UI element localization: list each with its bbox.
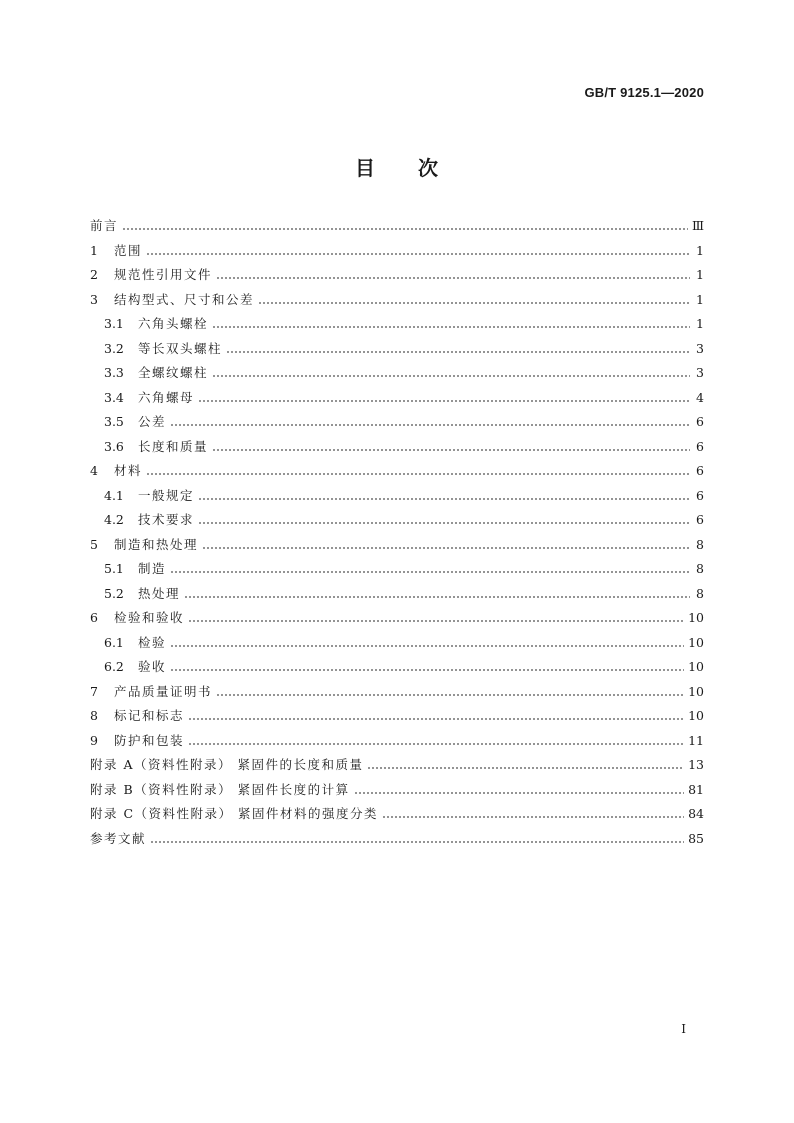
toc-entry[interactable]: [90, 386, 704, 411]
toc-entry[interactable]: [90, 263, 704, 288]
toc-entry-label: 验收: [138, 659, 167, 674]
toc-entry-label: 制造和热处理: [114, 536, 199, 552]
toc-entry-page: 10: [688, 610, 704, 625]
toc-leader-dots: [212, 449, 690, 451]
standard-code: GB/T 9125.1—2020: [584, 85, 704, 100]
toc-entry-number: 3.6: [104, 438, 124, 454]
toc-entry-label: 防护和包装: [114, 732, 185, 748]
toc-entry-label: 附录 A（资料性附录） 紧固件的长度和质量: [90, 757, 364, 772]
toc-entry-page: 6: [696, 487, 704, 503]
toc-entry-label: 热处理: [138, 585, 181, 601]
toc-leader-dots: [382, 816, 684, 818]
toc-entry-page: 10: [688, 708, 704, 723]
toc-leader-dots: [198, 522, 690, 524]
toc-entry-page: 8: [696, 536, 704, 552]
toc-entry-number: 5: [90, 536, 98, 552]
toc-entry[interactable]: [90, 704, 704, 729]
toc-entry-number: 4: [90, 463, 98, 478]
toc-entry[interactable]: [90, 655, 704, 680]
toc-entry-number: 3.2: [104, 340, 124, 356]
toc-entry-page: 8: [696, 561, 704, 576]
toc-entry-page: 6: [696, 512, 704, 527]
toc-entry[interactable]: [90, 631, 704, 656]
toc-entry-number: 4.2: [104, 512, 124, 527]
toc-entry[interactable]: [90, 778, 704, 803]
toc-entry-page: Ⅲ: [691, 218, 704, 233]
toc-entry-label: 材料: [114, 463, 143, 478]
toc-leader-dots: [184, 596, 690, 598]
toc-entry-number: 3.5: [104, 414, 124, 429]
toc-entry-page: 8: [696, 585, 704, 601]
toc-entry[interactable]: [90, 435, 704, 460]
toc-entry[interactable]: [90, 508, 704, 533]
toc-entry-page: 3: [696, 365, 704, 380]
toc-entry[interactable]: [90, 337, 704, 362]
toc-leader-dots: [198, 498, 690, 500]
toc-entry-number: 3: [90, 291, 98, 307]
toc-entry-page: 85: [688, 830, 704, 846]
toc-entry-page: 6: [696, 463, 704, 478]
toc-entry[interactable]: [90, 582, 704, 607]
toc-entry-label: 检验: [138, 634, 167, 650]
toc-entry-number: 9: [90, 732, 98, 748]
toc-entry[interactable]: [90, 729, 704, 754]
toc-entry[interactable]: [90, 410, 704, 435]
toc-leader-dots: [170, 571, 690, 573]
toc-entry-page: 4: [696, 389, 704, 405]
toc-title: [0, 152, 794, 181]
toc-list: [90, 214, 704, 851]
toc-entry[interactable]: [90, 214, 704, 239]
toc-leader-dots: [122, 228, 688, 230]
toc-entry[interactable]: [90, 753, 704, 778]
toc-entry[interactable]: [90, 606, 704, 631]
toc-entry-label: 六角头螺栓: [138, 316, 209, 331]
toc-entry[interactable]: [90, 239, 704, 264]
toc-entry-page: 81: [688, 781, 704, 797]
toc-leader-dots: [354, 792, 684, 794]
toc-entry-number: 1: [90, 242, 98, 258]
toc-entry-label: 附录 C（资料性附录） 紧固件材料的强度分类: [90, 806, 379, 821]
toc-entry-number: 6.1: [104, 634, 124, 650]
toc-entry-page: 1: [696, 291, 704, 307]
toc-entry-label: 范围: [114, 242, 143, 258]
toc-entry[interactable]: [90, 557, 704, 582]
toc-entry-number: 2: [90, 267, 98, 282]
toc-entry-label: 检验和验收: [114, 610, 185, 625]
toc-entry-label: 一般规定: [138, 487, 195, 503]
toc-leader-dots: [258, 302, 690, 304]
toc-entry[interactable]: [90, 802, 704, 827]
toc-entry-page: 13: [688, 757, 704, 772]
toc-entry-number: 4.1: [104, 487, 124, 503]
toc-entry[interactable]: [90, 459, 704, 484]
toc-entry-label: 产品质量证明书: [114, 683, 213, 699]
toc-entry-label: 规范性引用文件: [114, 267, 213, 282]
toc-entry-label: 技术要求: [138, 512, 195, 527]
toc-leader-dots: [216, 277, 690, 279]
toc-entry-page: 11: [688, 732, 704, 748]
toc-entry-label: 标记和标志: [114, 708, 185, 723]
toc-title-part1: 目: [355, 156, 376, 180]
toc-entry-number: 5.1: [104, 561, 124, 576]
toc-leader-dots: [170, 424, 690, 426]
toc-entry-page: 10: [688, 659, 704, 674]
toc-leader-dots: [170, 669, 684, 671]
toc-entry-label: 六角螺母: [138, 389, 195, 405]
toc-entry[interactable]: [90, 484, 704, 509]
toc-entry-number: 7: [90, 683, 98, 699]
toc-entry-page: 1: [696, 316, 704, 331]
toc-entry-page: 10: [688, 634, 704, 650]
toc-entry-page: 3: [696, 340, 704, 356]
page-number: I: [681, 1022, 686, 1036]
toc-entry-label: 结构型式、尺寸和公差: [114, 291, 255, 307]
toc-entry-page: 1: [696, 242, 704, 258]
toc-entry-number: 6: [90, 610, 98, 625]
toc-entry-label: 长度和质量: [138, 438, 209, 454]
toc-entry-page: 84: [688, 806, 704, 821]
toc-entry[interactable]: [90, 533, 704, 558]
toc-leader-dots: [188, 620, 684, 622]
toc-leader-dots: [146, 253, 690, 255]
toc-entry-label: 附录 B（资料性附录） 紧固件长度的计算: [90, 781, 350, 797]
toc-entry-page: 1: [696, 267, 704, 282]
toc-leader-dots: [188, 718, 684, 720]
toc-entry[interactable]: [90, 312, 704, 337]
toc-leader-dots: [150, 841, 684, 843]
toc-entry-label: 全螺纹螺柱: [138, 365, 209, 380]
toc-entry-page: 6: [696, 414, 704, 429]
toc-entry-label: 等长双头螺柱: [138, 340, 223, 356]
toc-entry-label: 参考文献: [90, 830, 147, 846]
toc-entry[interactable]: [90, 361, 704, 386]
toc-leader-dots: [367, 767, 684, 769]
toc-entry-label: 制造: [138, 561, 167, 576]
toc-leader-dots: [212, 375, 690, 377]
toc-entry-number: 5.2: [104, 585, 124, 601]
toc-entry-number: 8: [90, 708, 98, 723]
toc-entry-number: 3.4: [104, 389, 124, 405]
toc-entry-number: 3.3: [104, 365, 124, 380]
toc-entry[interactable]: [90, 288, 704, 313]
toc-leader-dots: [146, 473, 690, 475]
toc-entry[interactable]: [90, 680, 704, 705]
toc-title-part2: 次: [418, 156, 439, 180]
toc-entry-page: 10: [688, 683, 704, 699]
toc-entry-number: 3.1: [104, 316, 124, 331]
toc-entry-label: 公差: [138, 414, 167, 429]
toc-leader-dots: [170, 645, 684, 647]
toc-entry-number: 6.2: [104, 659, 124, 674]
toc-leader-dots: [188, 743, 684, 745]
toc-leader-dots: [212, 326, 690, 328]
toc-entry-page: 6: [696, 438, 704, 454]
toc-leader-dots: [216, 694, 684, 696]
toc-leader-dots: [198, 400, 690, 402]
toc-entry-label: 前言: [90, 218, 119, 233]
toc-entry[interactable]: [90, 827, 704, 852]
toc-leader-dots: [226, 351, 690, 353]
toc-leader-dots: [202, 547, 690, 549]
